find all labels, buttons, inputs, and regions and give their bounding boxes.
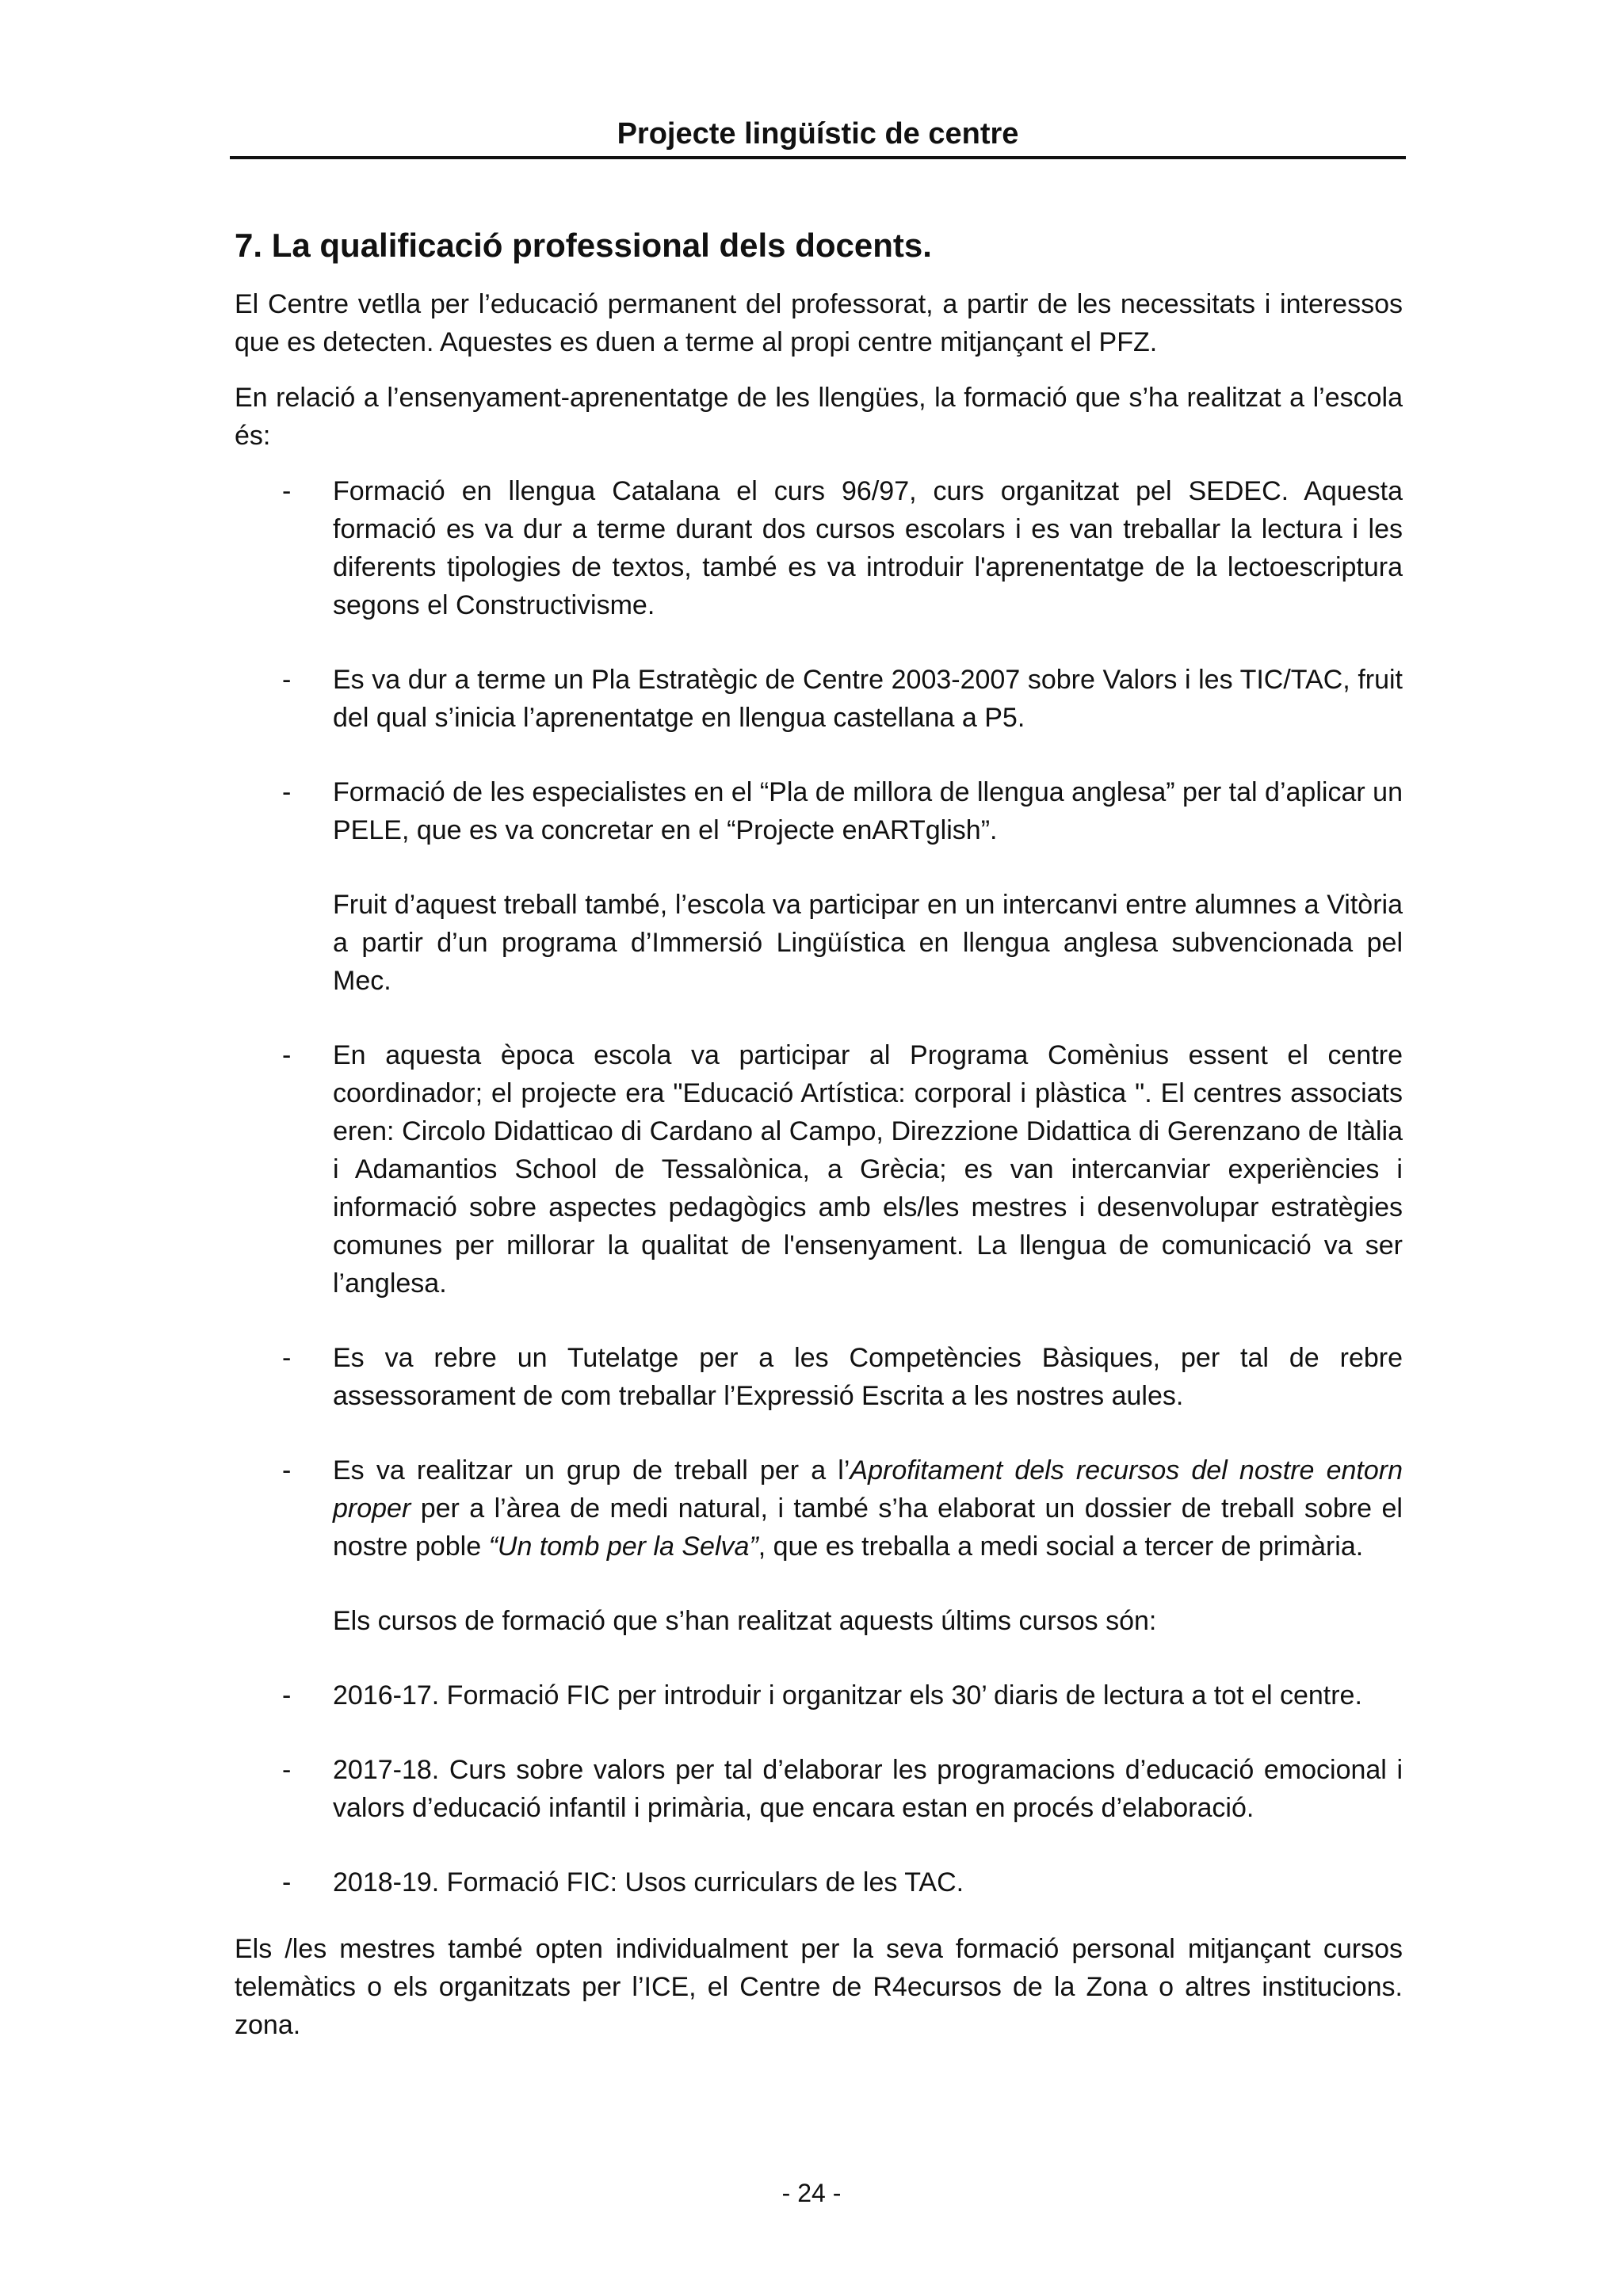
bullet-dash: - [282, 1755, 292, 1785]
courses-list [235, 1676, 1403, 1901]
list-item-text: Formació en llengua Catalana el curs 96/97, curs organitzat pel SEDEC. Aquesta formació es va dur a terme durant dos cursos escolars i es van treballar la lectura i les diferents tipologies de textos, també es va introduir l'aprenentatge de la lectoescriptura segons el Constructivisme. [333, 476, 1403, 620]
list-item-text: 2016-17. Formació FIC per introduir i organitzar els 30’ diaris de lectura a tot el centre. [333, 1680, 1362, 1711]
header-rule [230, 156, 1406, 159]
bullet-dash: - [282, 1343, 292, 1373]
training-list [235, 472, 1403, 1566]
list-item-text [333, 1451, 1403, 1566]
list-item-text: 2018-19. Formació FIC: Usos curriculars de les TAC. [333, 1867, 964, 1897]
list-item [235, 1036, 1403, 1302]
italic-title: “Un tomb per la Selva” [488, 1531, 758, 1562]
text-run: , que es treballa a medi social a tercer de primària. [758, 1531, 1364, 1562]
list-item [235, 1676, 1403, 1714]
intro-paragraph-1: El Centre vetlla per l’educació permanent del professorat, a partir de les necessitats i interessos que es detecten. Aquestes es duen a terme al propi centre mitjançant el PFZ. [235, 289, 1403, 357]
page-number: - 24 - [781, 2179, 842, 2207]
list-item-text: En aquesta època escola va participar al Programa Comènius essent el centre coordinador; el projecte era "Educació Artística: corporal i plàstica ". El centres associats eren: Circolo Didatticao di Cardano al Campo, Direzzione Didattica di Gerenzano de Itàlia i Adamantios School de Tessalònica, a Grècia; es van intercanviar experiències i informació sobre aspectes pedagògics amb els/les mestres i desenvolupar estratègies comunes per millorar la qualitat de l'ensenyament. La llengua de comunicació va ser l’anglesa. [333, 1040, 1403, 1299]
list-item-text: 2017-18. Curs sobre valors per tal d’elaborar les programacions d’educació emocional i valors d’educació infantil i primària, que encara estan en procés d’elaboració. [333, 1755, 1403, 1823]
list-item-text: Es va rebre un Tutelatge per a les Competències Bàsiques, per tal de rebre assessorament de com treballar l’Expressió Escrita a les nostres aules. [333, 1343, 1403, 1411]
list-item [235, 1751, 1403, 1827]
bullet-dash: - [282, 777, 292, 807]
list-item [235, 472, 1403, 624]
text-run: per a l’àrea de medi natural, i també s’ha elaborat un dossier de treball sobre el nostre poble [333, 1493, 1403, 1562]
bullet-dash: - [282, 1040, 292, 1070]
text-run: Es va realitzar un grup de treball per a l’ [333, 1455, 850, 1486]
list-item [235, 661, 1403, 737]
running-header: Projecte lingüístic de centre [617, 117, 1019, 151]
italic-title: Aprofitament dels recursos del nostre entorn proper [333, 1455, 1403, 1524]
section-title: 7. La qualificació professional dels docents. [235, 227, 932, 264]
intro-paragraph-2: En relació a l’ensenyament-aprenentatge de les llengües, la formació que s’ha realitzat a l’escola és: [235, 383, 1403, 451]
list-item-text: Formació de les especialistes en el “Pla de millora de llengua anglesa” per tal d’aplicar un PELE, que es va concretar en el “Projecte enARTglish”. [333, 777, 1403, 845]
list-item-text: Es va dur a terme un Pla Estratègic de Centre 2003-2007 sobre Valors i les TIC/TAC, fruit del qual s’inicia l’aprenentatge en llengua castellana a P5. [333, 665, 1403, 733]
bullet-dash: - [282, 1455, 292, 1486]
list-item [235, 773, 1403, 1000]
bullet-dash: - [282, 665, 292, 695]
list-item [235, 1863, 1403, 1901]
bullet-dash: - [282, 1680, 292, 1711]
list-item [235, 1339, 1403, 1415]
main-content [235, 223, 1403, 2061]
list-item [235, 1451, 1403, 1566]
bullet-dash: - [282, 1867, 292, 1897]
courses-intro: Els cursos de formació que s’han realitzat aquests últims cursos són: [333, 1606, 1157, 1636]
bullet-dash: - [282, 476, 292, 506]
closing-paragraph: Els /les mestres també opten individualment per la seva formació personal mitjançant cursos telemàtics o els organitzats per l’ICE, el Centre de R4ecursos de la Zona o altres institucions. zona. [235, 1934, 1403, 2040]
list-item-followup: Fruit d’aquest treball també, l’escola va participar en un intercanvi entre alumnes a Vitòria a partir d’un programa d’Immersió Lingüística en llengua anglesa subvencionada pel Mec. [333, 890, 1403, 996]
